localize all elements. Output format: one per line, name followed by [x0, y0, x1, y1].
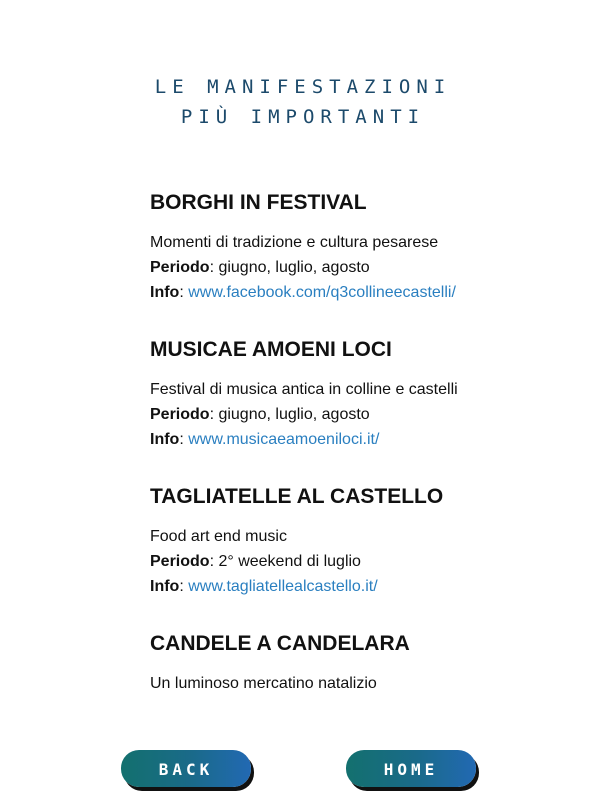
event-item: [150, 482, 580, 599]
event-info: [150, 280, 580, 305]
event-info: [150, 574, 580, 599]
period-value: : giugno, luglio, agosto: [209, 406, 370, 423]
info-label: Info: [150, 578, 180, 595]
events-list: [150, 188, 580, 726]
event-name: MUSICAE AMOENI LOCI: [150, 338, 392, 361]
event-item: [150, 335, 580, 452]
event-description: Food art end music: [150, 528, 287, 545]
event-period: [150, 549, 580, 574]
event-description: Un luminoso mercatino natalizio: [150, 675, 377, 692]
info-separator: :: [179, 284, 189, 301]
event-name: BORGHI IN FESTIVAL: [150, 191, 367, 214]
period-label: Periodo: [150, 553, 210, 570]
page-title-line1: LE MANIFESTAZIONI: [154, 76, 452, 98]
info-link[interactable]: www.tagliatellealcastello.it/: [188, 578, 378, 595]
back-button[interactable]: BACK: [121, 750, 251, 787]
event-item: [150, 188, 580, 305]
event-item: [150, 629, 580, 696]
event-info: [150, 427, 580, 452]
period-label: Periodo: [150, 406, 210, 423]
event-description: Momenti di tradizione e cultura pesarese: [150, 234, 439, 251]
event-name: CANDELE A CANDELARA: [150, 632, 410, 655]
info-label: Info: [150, 284, 180, 301]
page-title-line2: PIÙ IMPORTANTI: [180, 106, 426, 128]
event-description: Festival di musica antica in colline e castelli: [150, 381, 458, 398]
period-value: : giugno, luglio, agosto: [209, 259, 370, 276]
info-link[interactable]: www.facebook.com/q3collineecastelli/: [188, 284, 456, 301]
event-name: TAGLIATELLE AL CASTELLO: [150, 485, 444, 508]
info-separator: :: [179, 431, 189, 448]
period-label: Periodo: [150, 259, 210, 276]
home-button[interactable]: HOME: [346, 750, 476, 787]
event-period: [150, 255, 580, 280]
period-value: : 2° weekend di luglio: [209, 553, 361, 570]
info-separator: :: [179, 578, 189, 595]
page-title: [0, 72, 600, 132]
event-period: [150, 402, 580, 427]
info-label: Info: [150, 431, 180, 448]
info-link[interactable]: www.musicaeamoeniloci.it/: [188, 431, 380, 448]
